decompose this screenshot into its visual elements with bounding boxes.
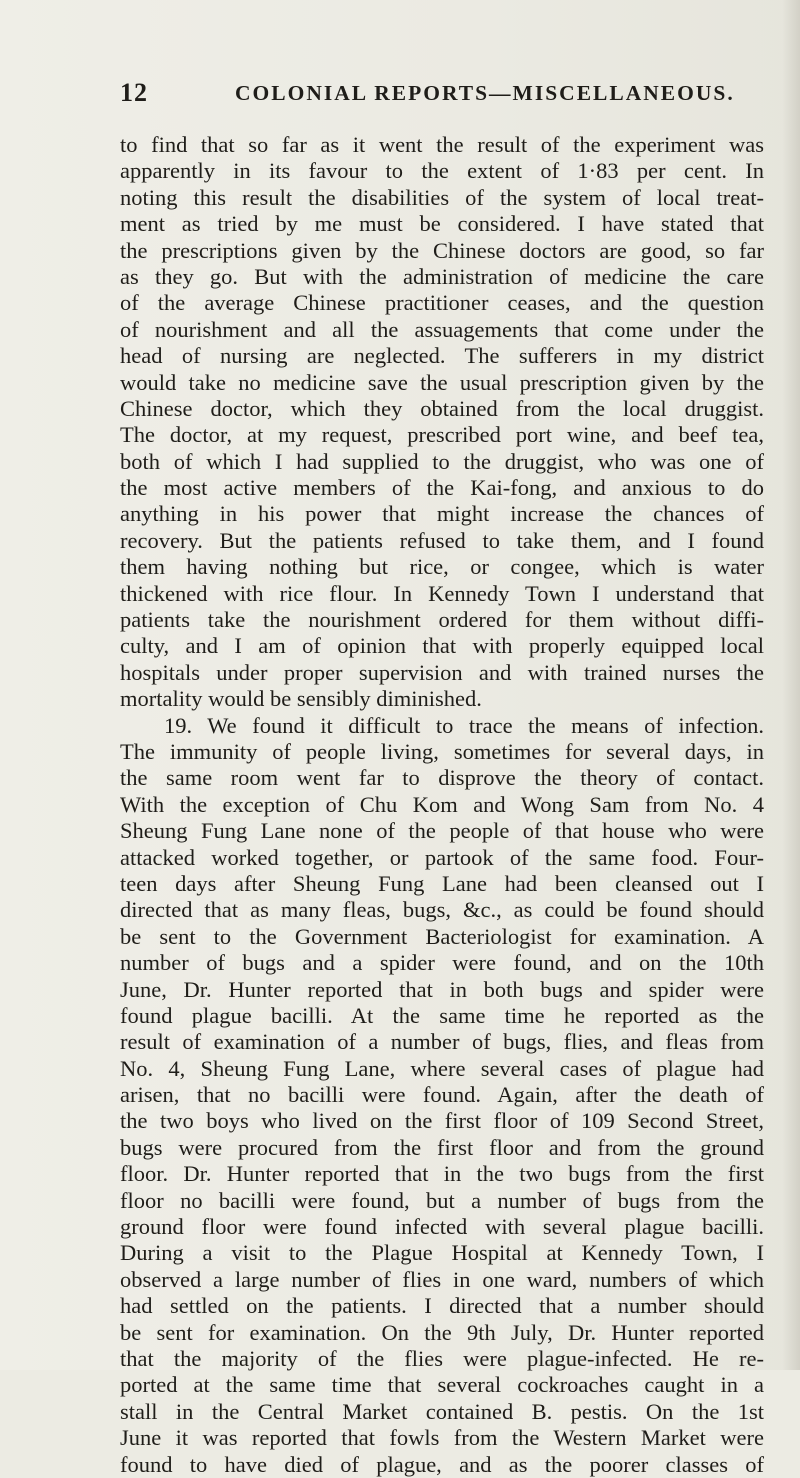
- text-line: culty, and I am of opinion that with properly equipped local: [120, 633, 764, 659]
- text-line: With the exception of Chu Kom and Wong Sam from No. 4: [120, 791, 764, 817]
- text-line: the same room went far to disprove the theory of contact.: [120, 765, 764, 791]
- text-line: be sent to the Government Bacteriologist for examination. A: [120, 923, 764, 949]
- running-head: COLONIAL REPORTS—MISCELLANEOUS.: [235, 81, 735, 105]
- text-line: floor no bacilli were found, but a number of bugs from the: [120, 1187, 764, 1213]
- text-line: to find that so far as it went the result of the experiment was: [120, 132, 764, 157]
- text-line: bugs were procured from the first floor and from the ground: [120, 1134, 764, 1160]
- text-line: floor. Dr. Hunter reported that in the two bugs from the first: [120, 1161, 764, 1187]
- page-gutter-shadow: [782, 0, 800, 1370]
- paragraph-start-line: 19. We found it difficult to trace the means of infection.: [164, 712, 764, 738]
- text-line: Sheung Fung Lane none of the people of that house who were: [120, 818, 764, 844]
- text-line: The doctor, at my request, prescribed port wine, and beef tea,: [120, 422, 764, 448]
- text-line: both of which I had supplied to the druggist, who was one of: [120, 448, 764, 474]
- text-line: No. 4, Sheung Fung Lane, where several cases of plague had: [120, 1055, 764, 1081]
- text-line: stall in the Central Market contained B. pestis. On the 1st: [120, 1398, 764, 1424]
- page-number: 12: [120, 78, 148, 107]
- text-line: ground floor were found infected with several plague bacilli.: [120, 1214, 764, 1240]
- text-line: result of examination of a number of bugs, flies, and fleas from: [120, 1029, 764, 1055]
- text-line: be sent for examination. On the 9th July, Dr. Hunter reported: [120, 1319, 764, 1345]
- text-line: them having nothing but rice, or congee, which is water: [120, 554, 764, 580]
- text-line: arisen, that no bacilli were found. Again, after the death of: [120, 1082, 764, 1108]
- text-line: found plague bacilli. At the same time he reported as the: [120, 1002, 764, 1028]
- text-line: of the average Chinese practitioner ceases, and the question: [120, 290, 764, 316]
- text-line: would take no medicine save the usual prescription given by the: [120, 369, 764, 395]
- text-line: June, Dr. Hunter reported that in both bugs and spider were: [120, 976, 764, 1002]
- text-line: found to have died of plague, and as the poorer classes of: [120, 1451, 764, 1477]
- text-line: head of nursing are neglected. The sufferers in my district: [120, 343, 764, 369]
- text-line: apparently in its favour to the extent of 1·83 per cent. In: [120, 158, 764, 184]
- text-line: recovery. But the patients refused to take them, and I found: [120, 527, 764, 553]
- text-line: anything in his power that might increase the chances of: [120, 501, 764, 527]
- page-header: [120, 78, 760, 110]
- text-line: the most active members of the Kai-fong, and anxious to do: [120, 475, 764, 501]
- text-line: June it was reported that fowls from the Western Market were: [120, 1425, 764, 1451]
- text-line: ported at the same time that several cockroaches caught in a: [120, 1372, 764, 1398]
- text-line: patients take the nourishment ordered for them without diffi-: [120, 607, 764, 633]
- text-line: hospitals under proper supervision and with trained nurses the: [120, 659, 764, 685]
- text-line: attacked worked together, or partook of the same food. Four-: [120, 844, 764, 870]
- text-line: as they go. But with the administration of medicine the care: [120, 263, 764, 289]
- text-line: thickened with rice flour. In Kennedy Town I understand that: [120, 580, 764, 606]
- text-line: the prescriptions given by the Chinese doctors are good, so far: [120, 237, 764, 263]
- text-line: directed that as many fleas, bugs, &c., as could be found should: [120, 897, 764, 923]
- text-line: mortality would be sensibly diminished.: [120, 686, 482, 712]
- body-text: [120, 132, 764, 1478]
- text-line: had settled on the patients. I directed that a number should: [120, 1293, 764, 1319]
- text-line: During a visit to the Plague Hospital at Kennedy Town, I: [120, 1240, 764, 1266]
- text-line: the two boys who lived on the first floor of 109 Second Street,: [120, 1108, 764, 1134]
- text-line: observed a large number of flies in one ward, numbers of which: [120, 1266, 764, 1292]
- text-line: ment as tried by me must be considered. I have stated that: [120, 211, 764, 237]
- text-line: that the majority of the flies were plague-infected. He re-: [120, 1345, 764, 1371]
- text-line: noting this result the disabilities of the system of local treat-: [120, 184, 764, 210]
- text-line: Chinese doctor, which they obtained from the local druggist.: [120, 395, 764, 421]
- text-line: The immunity of people living, sometimes for several days, in: [120, 738, 764, 764]
- text-line: teen days after Sheung Fung Lane had been cleansed out I: [120, 870, 764, 896]
- text-line: number of bugs and a spider were found, and on the 10th: [120, 950, 764, 976]
- text-line: of nourishment and all the assuagements that come under the: [120, 316, 764, 342]
